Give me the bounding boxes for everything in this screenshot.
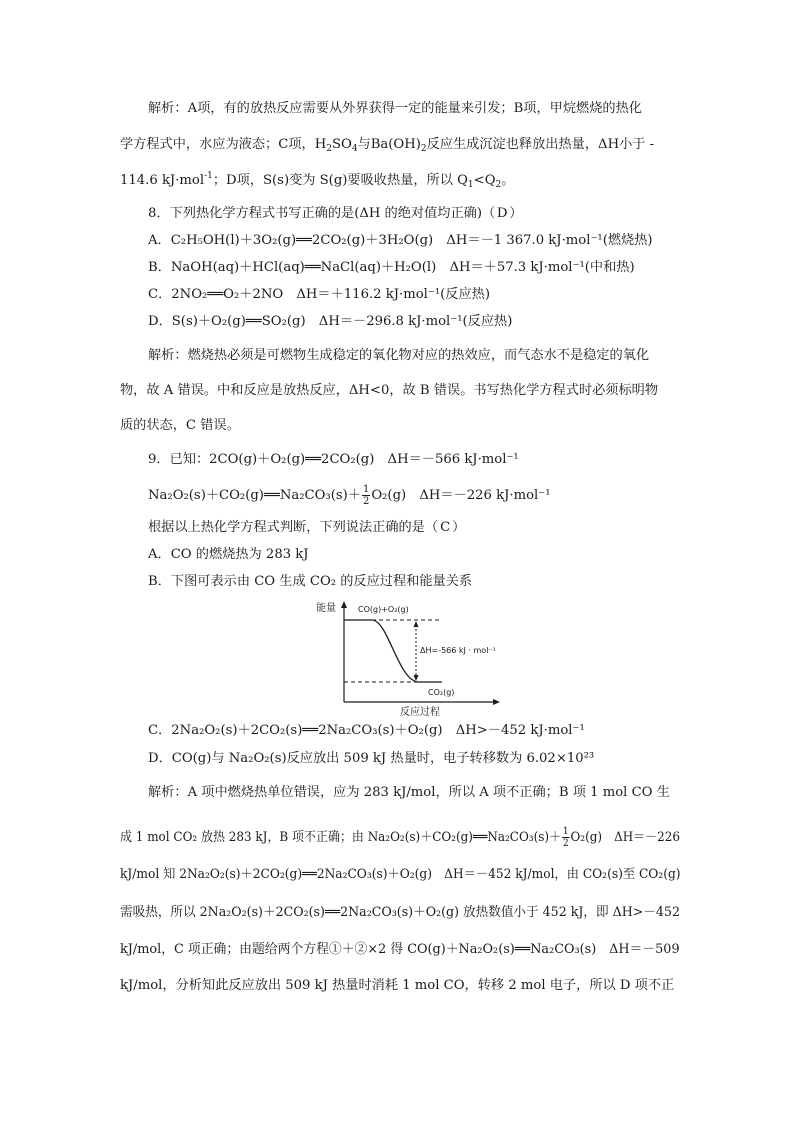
analysis-9-line-6: kJ/mol，分析知此反应放出 509 kJ 热量时消耗 1 mol CO，转移 2 mol 电子，所以 D 项不正	[120, 978, 675, 993]
q9-option-d: D．CO(g)与 Na₂O₂(s)反应放出 509 kJ 热量时，电子转移数为 6.02×10²³	[148, 751, 595, 766]
fraction-one-half: $\frac{1}{2}$	[562, 826, 569, 849]
answer-8: D	[496, 206, 508, 221]
analysis-9-line-5: kJ/mol，C 项正确；由题给两个方程①＋②×2 得 CO(g)＋Na₂O₂(s)══Na₂CO₃(s) ΔH＝－509	[120, 942, 680, 957]
q8-option-a: A．C₂H₅OH(l)＋3O₂(g)══2CO₂(g)＋3H₂O(g) ΔH＝－1 367.0 kJ·mol⁻¹(燃烧热)	[148, 233, 653, 248]
question-9-equation-1: 9．已知：2CO(g)＋O₂(g)══2CO₂(g) ΔH＝－566 kJ·mol⁻¹	[148, 452, 519, 467]
q9-option-a: A．CO 的燃烧热为 283 kJ	[148, 547, 309, 562]
analysis-7-line-3: 114.6 kJ·mol$^{-1}$；D项，S(s)变为 S(g)要吸收热量，所以 $Q_1<Q_2$。	[120, 171, 515, 190]
analysis-8-line-3: 质的状态，C 错误。	[120, 418, 240, 433]
energy-diagram	[310, 598, 510, 716]
fraction-one-half: $\frac{1}{2}$	[362, 484, 370, 507]
delta-h-label: ΔH=-566 kJ · mol⁻¹	[420, 646, 496, 655]
q9-option-c: C．2Na₂O₂(s)＋2CO₂(s)══2Na₂CO₃(s)＋O₂(g) ΔH>－452 kJ·mol⁻¹	[148, 723, 585, 738]
analysis-9-line-2: 成 1 mol CO₂ 放热 283 kJ，B 项不正确；由 Na₂O₂(s)＋CO₂(g)══Na₂CO₃(s)＋ $\frac{1}{2}$ O₂(g) ΔH＝－226	[120, 826, 680, 849]
analysis-7-line-1: 解析：A项，有的放热反应需要从外界获得一定的能量来引发；B项，甲烷燃烧的热化	[148, 101, 642, 116]
analysis-8-line-1: 解析：燃烧热必须是可燃物生成稳定的氧化物对应的热效应，而气态水不是稳定的氧化	[148, 348, 650, 363]
q8-option-d: D．S(s)＋O₂(g)══SO₂(g) ΔH＝－296.8 kJ·mol⁻¹(反应热)	[148, 314, 513, 329]
y-axis-arrow-icon	[341, 601, 347, 608]
analysis-label: 解析：	[148, 348, 188, 363]
q9-option-b: B．下图可表示由 CO 生成 CO₂ 的反应过程和能量关系	[148, 574, 473, 589]
q8-option-c: C．2NO₂══O₂＋2NO ΔH＝＋116.2 kJ·mol⁻¹(反应热)	[148, 287, 490, 302]
analysis-9-line-3: kJ/mol 知 2Na₂O₂(s)＋2CO₂(g)══2Na₂CO₃(s)＋O₂(g) ΔH＝－452 kJ/mol，由 CO₂(s)至 CO₂(g)	[120, 867, 681, 882]
x-axis-arrow-icon	[493, 699, 500, 705]
analysis-label: 解析：	[148, 101, 188, 116]
analysis-9-line-1: 解析：A 项中燃烧热单位错误，应为 283 kJ/mol，所以 A 项不正确；B 项 1 mol CO 生	[148, 785, 670, 800]
analysis-8-line-2: 物，故 A 错误。中和反应是放热反应，ΔH<0，故 B 错误。书写热化学方程式时必须标明物	[120, 383, 659, 398]
question-9-stem: 根据以上热化学方程式判断，下列说法正确的是（ C ）	[148, 520, 466, 535]
product-label: CO₂(g)	[428, 688, 455, 697]
answer-9: C	[440, 520, 451, 535]
question-8-stem: 8．下列热化学方程式书写正确的是(ΔH 的绝对值均正确)（ D ）	[148, 206, 523, 221]
analysis-7-line-2: 学方程式中，水应为液态；C项，$H_2SO_4$与$Ba(OH)_2$反应生成沉淀也释放出热量，ΔH小于 -	[120, 137, 655, 154]
delta-h-down-arrow-icon	[414, 675, 419, 681]
y-axis-label: 能量	[316, 603, 336, 614]
reactant-label: CO(g)+O₂(g)	[358, 605, 409, 614]
q8-option-b: B．NaOH(aq)＋HCl(aq)══NaCl(aq)＋H₂O(l) ΔH＝＋57.3 kJ·mol⁻¹(中和热)	[148, 260, 635, 275]
analysis-label: 解析：	[148, 785, 188, 800]
x-axis-label: 反应过程	[400, 707, 440, 716]
analysis-9-line-4: 需吸热，所以 2Na₂O₂(s)＋2CO₂(s)══2Na₂CO₃(s)＋O₂(g) 放热数值小于 452 kJ，即 ΔH>－452	[120, 905, 680, 920]
delta-h-up-arrow-icon	[414, 621, 419, 627]
question-9-equation-2: Na₂O₂(s)＋CO₂(g)══Na₂CO₃(s)＋ $\frac{1}{2}$ O₂(g) ΔH＝－226 kJ·mol⁻¹	[148, 484, 551, 507]
